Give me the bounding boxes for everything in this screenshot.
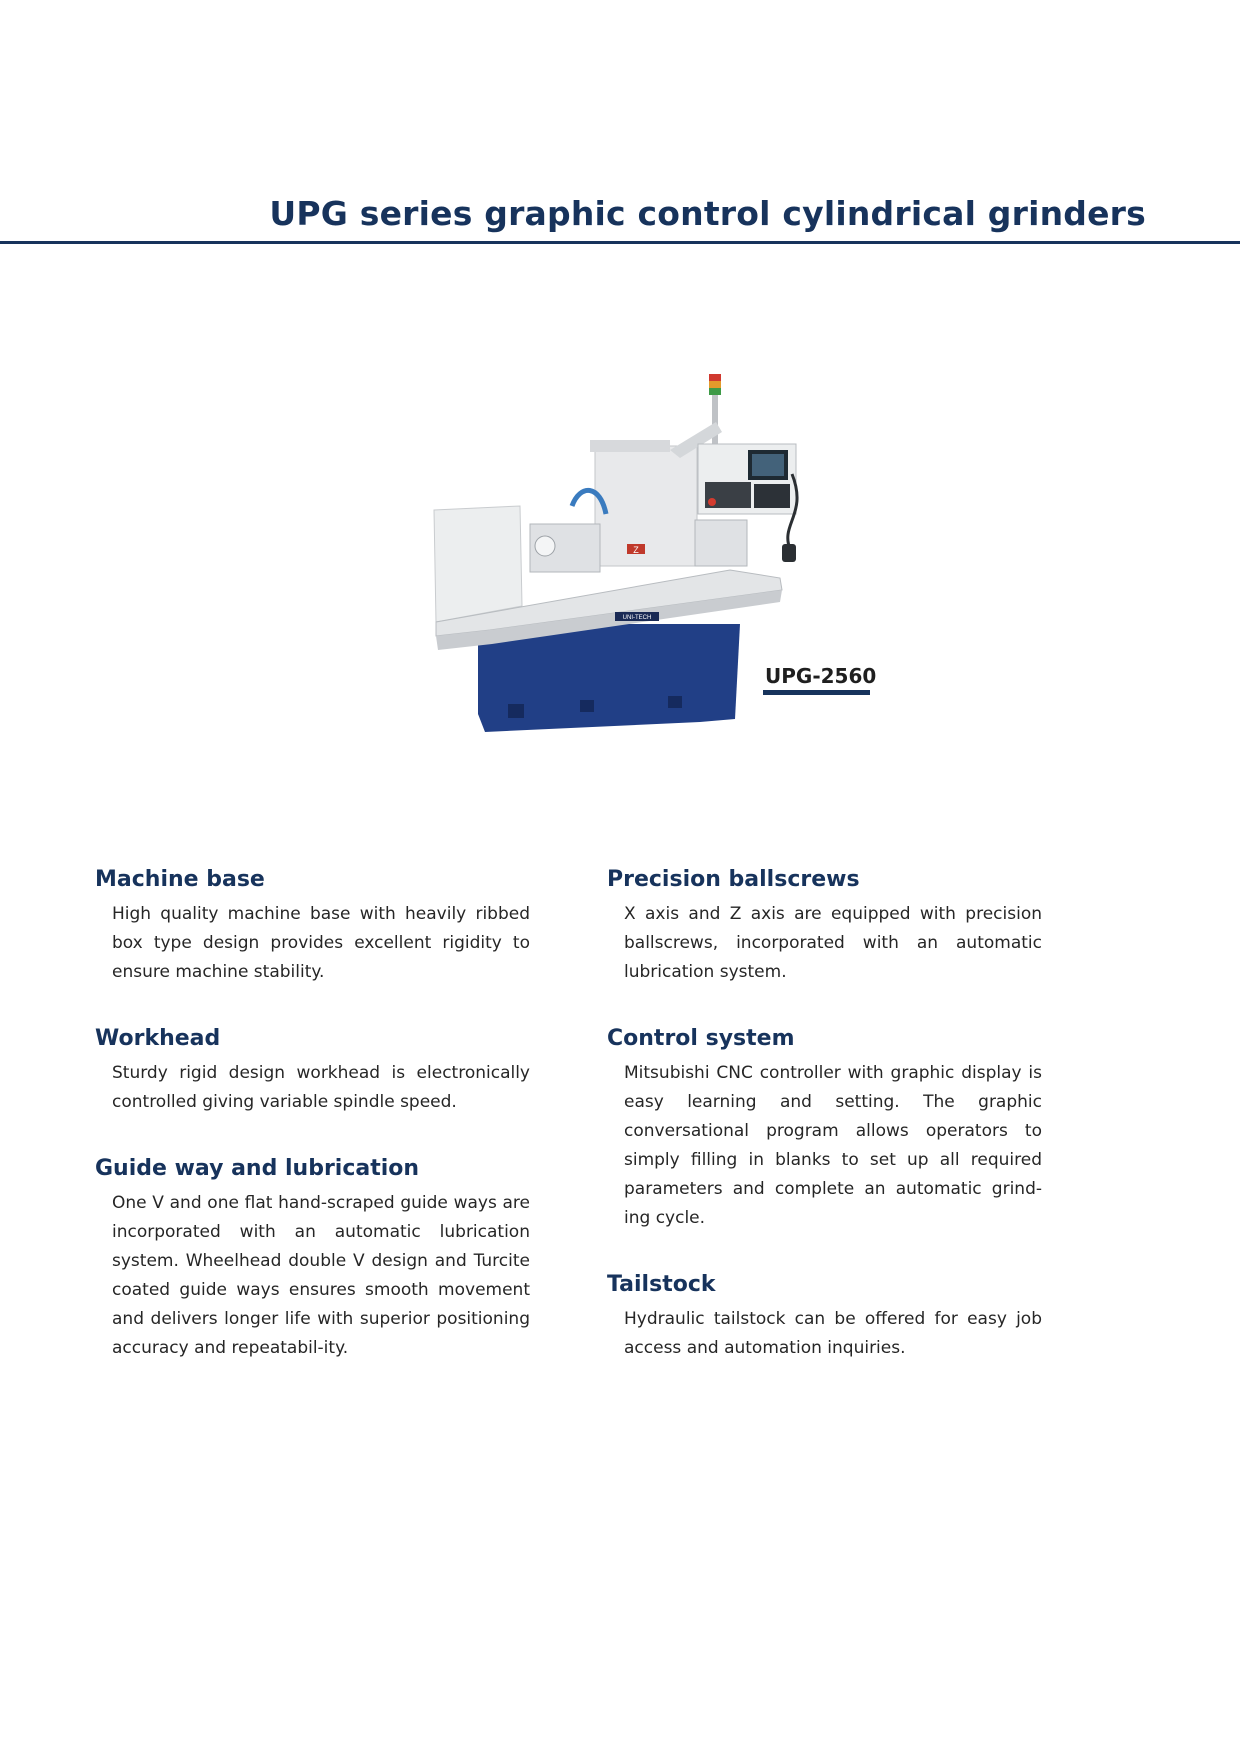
- feature-heading: Workhead: [95, 1026, 221, 1051]
- signal-light-red: [709, 374, 721, 381]
- cnc-screen-display: [752, 454, 784, 476]
- feature-heading: Machine base: [95, 867, 265, 892]
- feature-heading: Control system: [607, 1026, 795, 1051]
- feature-guide-way: [95, 1153, 530, 1363]
- emergency-stop: [708, 498, 716, 506]
- feature-workhead: [95, 1023, 530, 1117]
- model-underline: [763, 690, 870, 695]
- wheel-guard: [595, 446, 697, 566]
- feature-heading: Tailstock: [607, 1272, 716, 1297]
- feature-body: Mitsubishi CNC controller with graphic display is easy learning and setting. The graphic conversational program allows operators to simply filling in blanks to set up all required parameters and complete an automatic grind-ing cycle.: [624, 1063, 1042, 1228]
- feature-body: X axis and Z axis are equipped with precision ballscrews, incorporated with an automatic lubrication system.: [624, 904, 1042, 982]
- title-divider: [0, 241, 1240, 244]
- feature-tailstock: [607, 1269, 1042, 1363]
- model-name: UPG-2560: [765, 664, 877, 688]
- feature-ballscrews: [607, 864, 1042, 987]
- base-foot-3: [668, 696, 682, 708]
- brand-badge-text: UNI-TECH: [622, 615, 652, 621]
- workhead-spindle: [535, 536, 555, 556]
- base-foot-1: [508, 704, 524, 718]
- features-left-column: [95, 864, 530, 1399]
- splash-guard: [434, 506, 522, 622]
- feature-heading: Precision ballscrews: [607, 867, 860, 892]
- signal-light-green: [709, 388, 721, 395]
- tailstock: [695, 520, 747, 566]
- page-title: UPG series graphic control cylindrical grinders: [269, 194, 1146, 233]
- base-foot-2: [580, 700, 594, 712]
- feature-heading: Guide way and lubrication: [95, 1156, 420, 1181]
- feature-body: One V and one flat hand-scraped guide ways are incorporated with an automatic lubrication system. Wheelhead double V design and Turcite coated guide ways ensures smooth movement and delivers longer life with superior positioning accuracy and repeatabil-ity.: [112, 1193, 530, 1358]
- feature-machine-base: [95, 864, 530, 987]
- feature-body: Hydraulic tailstock can be offered for easy job access and automation inquiries.: [624, 1309, 1042, 1358]
- features-right-column: [607, 864, 1042, 1399]
- feature-body: Sturdy rigid design workhead is electronically controlled giving variable spindle speed.: [112, 1063, 530, 1112]
- guard-top: [590, 440, 670, 452]
- feature-body: High quality machine base with heavily ribbed box type design provides excellent rigidity to ensure machine stability.: [112, 904, 530, 982]
- keypad-right: [754, 484, 790, 508]
- feature-control-system: [607, 1023, 1042, 1233]
- machine-image: [430, 374, 815, 734]
- z-marker-label: Z: [633, 545, 639, 555]
- handwheel: [782, 544, 796, 562]
- signal-light-orange: [709, 381, 721, 388]
